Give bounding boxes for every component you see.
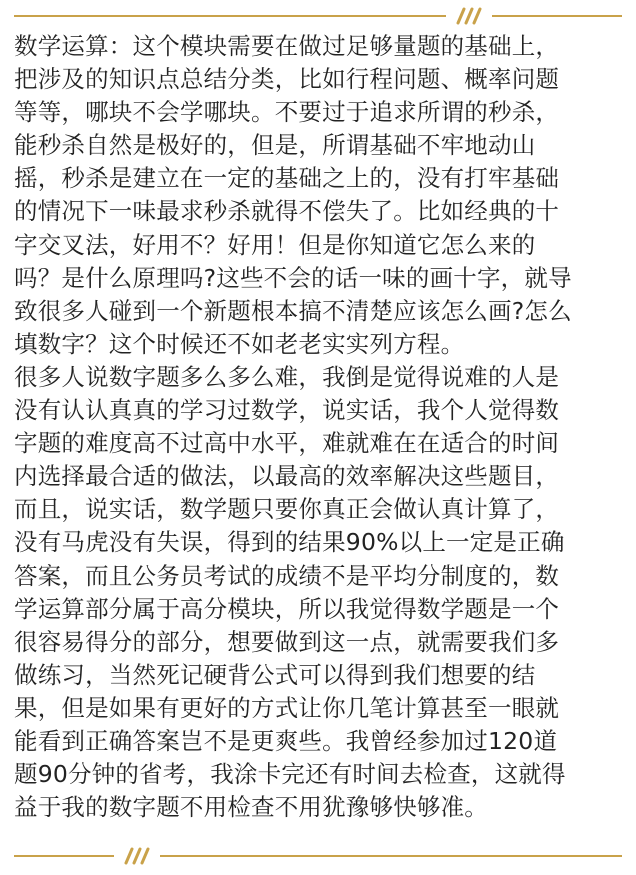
bottom-divider [14, 846, 622, 866]
text-line: 益于我的数字题不用检查不用犹豫够快够准。 [14, 793, 488, 822]
text-line: 没有马虎没有失误，得到的结果90%以上一定是正确 [14, 528, 565, 557]
text-line: 数学运算：这个模块需要在做过足够量题的基础上， [14, 32, 560, 60]
text-line: 摇，秒杀是建立在一定的基础之上的，没有打牢基础 [14, 164, 560, 193]
bottom-divider-line-right [160, 855, 622, 857]
text-line: 能看到正确答案岂不是更爽些。我曾经参加过120道 [14, 726, 558, 755]
slashes-ornament-icon [118, 846, 158, 866]
text-line: 很多人说数字题多么多么难，我倒是觉得说难的人是 [14, 362, 560, 391]
text-line: 内选择最合适的做法，以最高的效率解决这些题目， [14, 462, 560, 491]
text-line: 吗？是什么原理吗?这些不会的话一味的画十字，就导 [14, 263, 572, 292]
top-divider-line-right [492, 15, 622, 17]
text-line: 没有认认真真的学习过数学，说实话，我个人觉得数 [14, 396, 560, 425]
text-line: 致很多人碰到一个新题根本搞不清楚应该怎么画?怎么 [14, 296, 572, 325]
top-divider-line-left [14, 15, 446, 17]
text-line: 填数字？这个时候还不如老老实实列方程。 [14, 329, 465, 358]
text-line: 学运算部分属于高分模块，所以我觉得数学题是一个 [14, 594, 560, 623]
text-line: 做练习，当然死记硬背公式可以得到我们想要的结 [14, 660, 536, 689]
text-line: 把涉及的知识点总结分类，比如行程问题、概率问题 [14, 65, 560, 94]
slashes-ornament-icon [450, 6, 490, 26]
bottom-divider-line-left [14, 855, 114, 857]
top-divider [14, 6, 622, 26]
text-line: 果，但是如果有更好的方式让你几笔计算甚至一眼就 [14, 693, 560, 722]
text-line: 很容易得分的部分，想要做到这一点，就需要我们多 [14, 627, 560, 656]
text-line: 字交叉法，好用不？好用！但是你知道它怎么来的 [14, 230, 536, 259]
text-line: 等等，哪块不会学哪块。不要过于追求所谓的秒杀， [14, 98, 560, 127]
article-body [14, 30, 626, 824]
text-line: 字题的难度高不过高中水平，难就难在在适合的时间 [14, 429, 560, 458]
text-line: 而且，说实话，数学题只要你真正会做认真计算了， [14, 495, 560, 524]
text-line: 答案，而且公务员考试的成绩不是平均分制度的，数 [14, 561, 560, 590]
text-line: 能秒杀自然是极好的，但是，所谓基础不牢地动山 [14, 131, 536, 160]
text-line: 题90分钟的省考，我涂卡完还有时间去检查，这就得 [14, 760, 566, 789]
text-line: 的情况下一味最求秒杀就得不偿失了。比如经典的十 [14, 197, 560, 226]
